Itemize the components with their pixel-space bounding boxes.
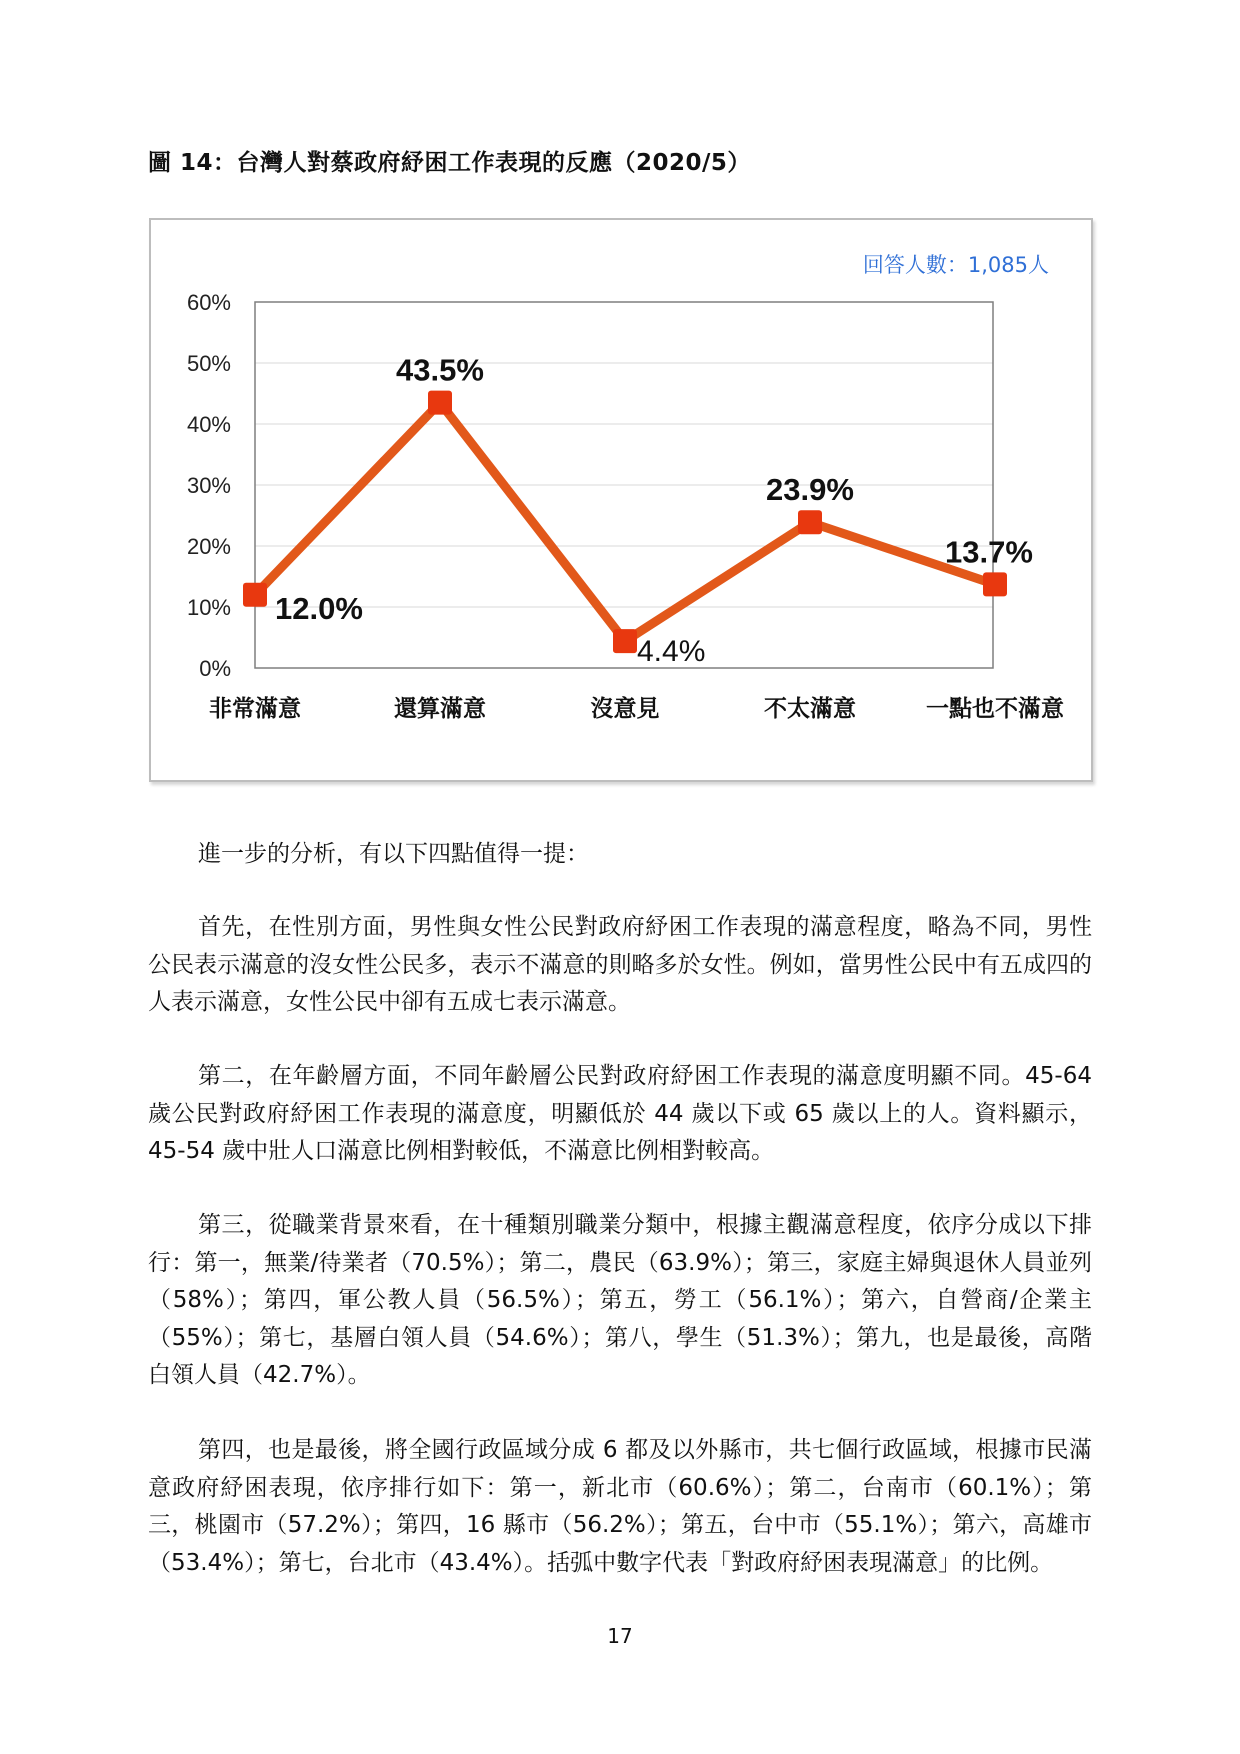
- paragraph-intro: 進一步的分析，有以下四點值得一提：: [198, 841, 589, 867]
- data-point-marker: [798, 510, 822, 534]
- data-label: 43.5%: [396, 352, 484, 388]
- data-point-marker: [428, 391, 452, 415]
- data-point-marker: [613, 629, 637, 653]
- y-tick-label: 10%: [186, 595, 231, 620]
- paragraph-gender: 首先，在性別方面，男性與女性公民對政府紓困工作表現的滿意程度，略為不同，男性公民表示滿意的沒女性公民多，表示不滿意的則略多於女性。例如，當男性公民中有五成四的人表示滿意，女性公民中卻有五成七表示滿意。: [148, 914, 1092, 1015]
- x-category-label: 沒意見: [590, 696, 660, 722]
- paragraph-occupation: 第三，從職業背景來看，在十種類別職業分類中，根據主觀滿意程度，依序分成以下排行：第一，無業/待業者（70.5%）；第二，農民（63.9%）；第三，家庭主婦與退休人員並列（58%）；第四，軍公教人員（56.5%）；第五，勞工（56.1%）；第六，自營商/企業主（55%）；第七，基層白領人員（54.6%）；第八，學生（51.3%）；第九，也是最後，高階白領人員（42.7%）。: [148, 1212, 1092, 1388]
- figure-title: 圖 14：台灣人對蔡政府紓困工作表現的反應（2020/5）: [148, 150, 751, 176]
- data-label: 23.9%: [766, 472, 854, 508]
- data-point-marker: [243, 583, 267, 607]
- data-label: 4.4%: [637, 635, 706, 669]
- paragraph-age: 第二，在年齡層方面，不同年齡層公民對政府紓困工作表現的滿意度明顯不同。45-64 歲公民對政府紓困工作表現的滿意度，明顯低於 44 歲以下或 65 歲以上的人。資料顯示，45-54 歲中壯人口滿意比例相對較低，不滿意比例相對較高。: [148, 1063, 1092, 1164]
- x-category-label: 不太滿意: [764, 696, 856, 722]
- paragraph-region: 第四，也是最後，將全國行政區域分成 6 都及以外縣市，共七個行政區域，根據市民滿意政府紓困表現，依序排行如下：第一，新北市（60.6%）；第二，台南市（60.1%）；第三，桃園市（57.2%）；第四，16 縣市（56.2%）；第五，台中市（55.1%）；第六，高雄市（53.4%）；第七，台北市（43.4%）。括弧中數字代表「對政府紓困表現滿意」的比例。: [148, 1437, 1092, 1576]
- y-tick-label: 0%: [199, 656, 231, 681]
- x-category-label: 非常滿意: [209, 696, 301, 722]
- respondent-count-note: 回答人數：1,085人: [862, 253, 1049, 277]
- data-label: 13.7%: [945, 534, 1033, 570]
- y-tick-label: 50%: [186, 351, 231, 376]
- y-tick-label: 60%: [186, 290, 231, 315]
- series-line: [255, 403, 995, 642]
- y-tick-label: 40%: [186, 412, 231, 437]
- data-point-marker: [983, 572, 1007, 596]
- x-category-label: 一點也不滿意: [926, 696, 1064, 722]
- chart-container: [149, 218, 1093, 782]
- page-number: 17: [607, 1624, 633, 1648]
- x-category-label: 還算滿意: [394, 696, 486, 722]
- data-label: 12.0%: [275, 590, 363, 626]
- y-tick-label: 30%: [186, 473, 231, 498]
- line-chart: [151, 220, 1091, 780]
- y-tick-label: 20%: [186, 534, 231, 559]
